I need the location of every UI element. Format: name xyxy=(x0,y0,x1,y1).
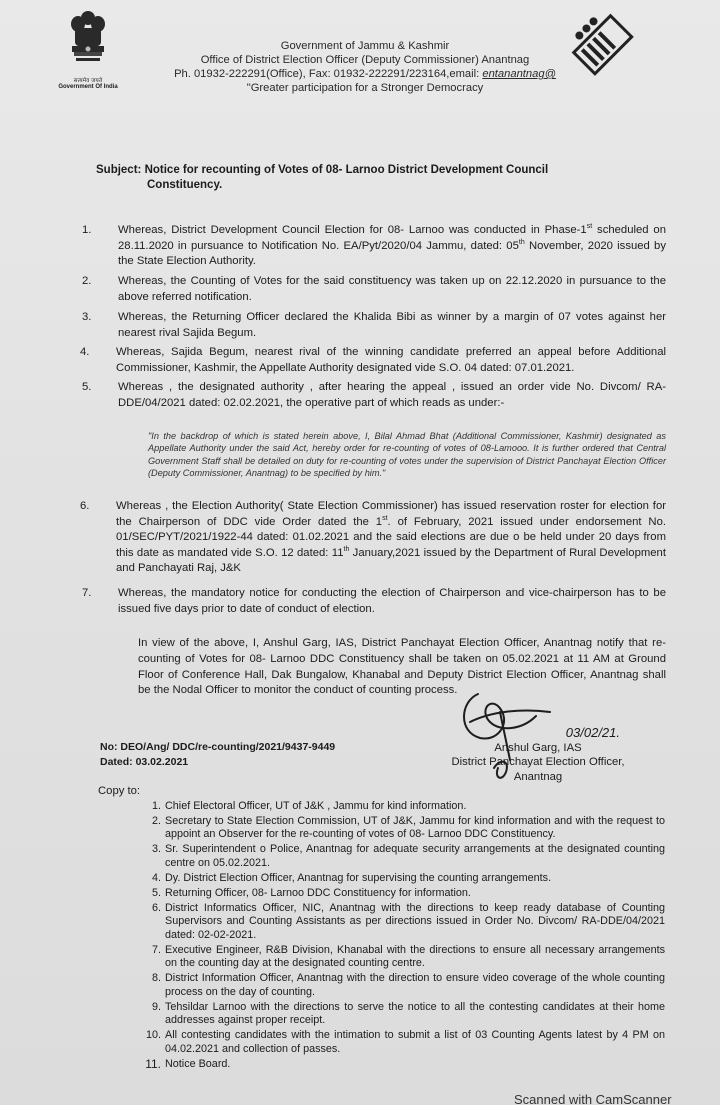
list-item: 8. District Information Officer, Anantnag with the direction to ensure video coverage of the whole counting process on the day of counting. xyxy=(151,972,665,998)
reference-block xyxy=(100,740,335,770)
paragraph-7: 7. Whereas, the mandatory notice for conducting the election of Chairperson and vice-chairperson has to be issued five days prior to date of conduct of election. xyxy=(82,587,666,615)
subject-text-cont: Constituency. xyxy=(147,179,223,191)
subject-label: Subject: xyxy=(96,164,142,176)
signature-date: 03/02/21. xyxy=(565,725,620,740)
list-item: 9. Tehsildar Larnoo with the directions to serve the notice to all the contesting candidates at their home addresses against proper receipt. xyxy=(151,1000,665,1027)
motto-line: "Greater participation for a Stronger Democracy xyxy=(246,82,484,94)
quoted-order: "In the backdrop of which is stated herein above, I, Bilal Ahmad Bhat (Additional Commissioner, Kashmir) designated as Appellate Authority under the said Act, hereby order for re-counting of votes of 08-Lamooo. It is further ordered that Central Government Staff shall be detailed on duty for re-counting of votes under the supervision of District Panchayat Election Officer (Deputy Commissioner, Anantnag) to be specified by him." xyxy=(148,431,666,478)
copy-to-list xyxy=(145,800,665,1073)
list-item: 2. Secretary to State Election Commission, UT of J&K, Jammu for kind information and with the request to appoint an Observer for the re-counting of votes of 08- Larnoo DDC Constituency. xyxy=(151,814,665,841)
phone-fax: Ph. 01932-222291(Office), Fax: 01932-222291/223164,email: xyxy=(174,68,480,80)
paragraph-number: 2. xyxy=(82,275,92,287)
paragraph-number: 7. xyxy=(82,587,92,599)
contact-line xyxy=(150,67,580,81)
list-item: 5. Returning Officer, 08- Larnoo DDC Constituency for information. xyxy=(151,886,471,899)
paragraph-4: 4. Whereas, Sajida Begum, nearest rival of the winning candidate preferred an appeal before Additional Commissioner, Kashmir, the Appellate Authority designated vide S.O. 04 dated: 07.01.2021. xyxy=(80,346,666,374)
paragraph-6: 6. Whereas , the Election Authority( State Election Commissioner) has issued reservation roster for election for the Chairperson of DDC vide Order dated the 1st. of February, 2021 issued under endorsement No. 01/SEC/PYT/2021/1922-44 dated: 01.02.2021 and the said elections are due o be held under 20 days from this date as mandated vide S.O. 12 dated: 11th January,2021 issued by the Department of Rural Development and Panchayati Raj, J&K xyxy=(80,500,667,574)
signatory-place: Anantnag xyxy=(513,770,563,783)
paragraph-number: 4. xyxy=(80,346,90,358)
subject-text: Notice for recounting of Votes of 08- Larnoo District Development Council xyxy=(144,164,549,176)
paragraph-5: 5. Whereas , the designated authority , after hearing the appeal , issued an order vide No. Divcom/ RA-DDE/04/2021 dated: 02.02.2021, the operative part of which reads as under:- xyxy=(82,381,666,409)
national-emblem xyxy=(48,8,128,90)
scan-watermark: Scanned with CamScanner xyxy=(514,1092,672,1105)
list-item: 6. District Informatics Officer, NIC, Anantnag with the directions to keep ready database of Counting Supervisors and Counting Assistants as per directions issued in Order No. Divcom/ RA-DDE/04/2021 dated: 02-02-2021. xyxy=(151,901,665,941)
signatory-block xyxy=(438,725,638,784)
list-item: 7. Executive Engineer, R&B Division, Khanabal with the directions to ensure all necessary arrangements on the counting day at the designated counting centre. xyxy=(151,943,665,970)
email-address: entanantnag@ xyxy=(482,68,556,80)
list-item: 4. Dy. District Election Officer, Anantnag for supervising the counting arrangements. xyxy=(151,871,552,884)
govt-name: Government of Jammu & Kashmir xyxy=(280,40,450,52)
subject xyxy=(96,163,616,193)
lion-capital-icon xyxy=(66,8,110,70)
paragraph-number: 6. xyxy=(80,500,90,512)
letterhead xyxy=(150,39,580,95)
paragraph-1: 1. Whereas, District Development Council Election for 08- Larnoo was conducted in Phase-1st scheduled on 28.11.2020 in pursuance to Notification No. EA/Pyt/2020/04 Jammu, dated: 05th November, 2020 issued by the State Election Authority. xyxy=(82,223,666,267)
notification-text: In view of the above, I, Anshul Garg, IAS, District Panchayat Election Officer, Anantnag notify that re-counting of Votes for 08- Larnoo DDC Constituency shall be taken on 05.02.2021 at 11 AM at Ground Floor of Conference Hall, Dak Bungalow, Khanabal and Deputy District Election Officer, Anantnag shall be the Nodal Officer to monitor the conduct of counting process. xyxy=(138,637,666,697)
list-item: 11. Notice Board. xyxy=(145,1056,231,1071)
signatory-name: Anshul Garg, IAS xyxy=(494,741,582,754)
paragraph-2: 2. Whereas, the Counting of Votes for the said constituency was taken up on 22.12.2020 in pursuance to the above referred notification. xyxy=(82,275,666,303)
paragraph-number: 3. xyxy=(82,311,92,323)
reference-date: Dated: 03.02.2021 xyxy=(100,756,189,768)
emblem-motto: सत्यमेव जयते xyxy=(73,78,103,84)
list-item: 10. All contesting candidates with the intimation to submit a list of 03 Counting Agents latest by 4 PM on 04.02.2021 and collection of passes. xyxy=(145,1029,665,1055)
emblem-caption: Government Of India xyxy=(58,84,118,90)
copy-to-label: Copy to: xyxy=(98,785,141,797)
list-item: 1. Chief Electoral Officer, UT of J&K , Jammu for kind information. xyxy=(151,800,467,812)
paragraph-number: 1. xyxy=(82,224,92,236)
paragraph-3: 3. Whereas, the Returning Officer declared the Khalida Bibi as winner by a margin of 07 votes against her nearest rival Sajida Begum. xyxy=(82,311,666,339)
signatory-designation: District Panchayat Election Officer, xyxy=(451,756,625,768)
paragraph-number: 5. xyxy=(82,381,92,393)
reference-number: No: DEO/Ang/ DDC/re-counting/2021/9437-9449 xyxy=(100,741,336,753)
list-item: 3. Sr. Superintendent o Police, Anantnag for adequate security arrangements at the designated counting centre on 05.02.2021. xyxy=(151,843,665,869)
office-name: Office of District Election Officer (Deputy Commissioner) Anantnag xyxy=(200,54,530,66)
